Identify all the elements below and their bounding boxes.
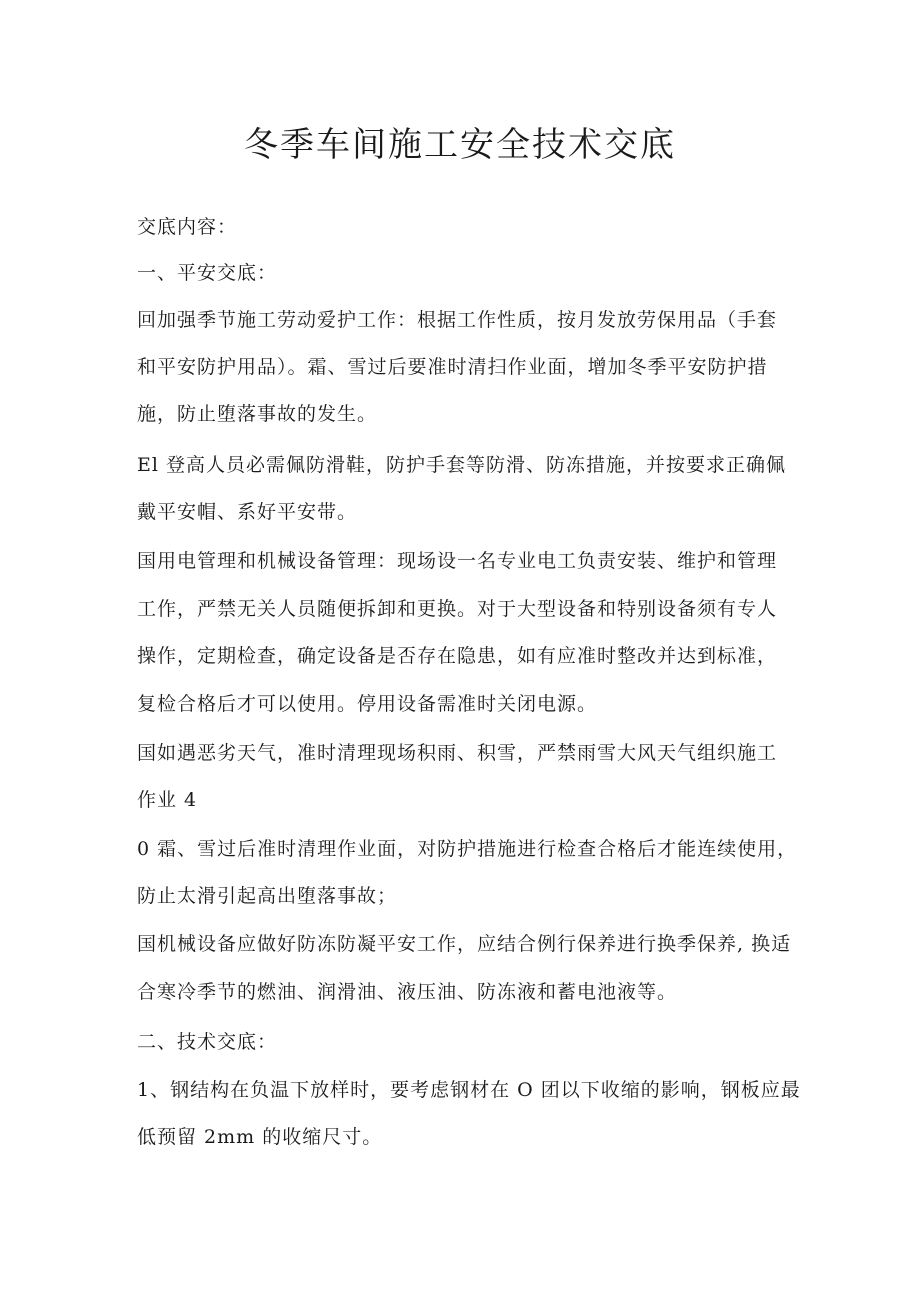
paragraph-line: 操作，定期检查，确定设备是否存在隐患，如有应准时整改并达到标准，: [137, 645, 778, 667]
paragraph-line: El 登高人员必需佩防滑鞋，防护手套等防滑、防冻措施，并按要求正确佩: [137, 454, 786, 476]
document-title: 冬季车间施工安全技术交底: [244, 125, 676, 165]
paragraph-line: 戴平安帽、系好平安带。: [137, 501, 358, 523]
paragraph-line: 施，防止堕落事故的发生。: [137, 403, 378, 425]
section-intro: 交底内容：: [137, 216, 238, 238]
paragraph-line: 工作，严禁无关人员随便拆卸和更换。对于大型设备和特别设备须有专人: [137, 598, 778, 620]
paragraph-line: 0 霜、雪过后准时清理作业面，对防护措施进行检查合格后才能连续使用，: [137, 838, 798, 860]
paragraph-line: 国如遇恶劣天气，准时清理现场积雨、积雪，严禁雨雪大风天气组织施工: [137, 742, 778, 764]
paragraph-line: 复检合格后才可以使用。停用设备需准时关闭电源。: [137, 693, 598, 715]
paragraph-line: 和平安防护用品）。霜、雪过后要准时清扫作业面，增加冬季平安防护措: [137, 356, 768, 378]
paragraph-line: 国机械设备应做好防冻防凝平安工作，应结合例行保养进行换季保养, 换适: [137, 933, 792, 955]
paragraph-line: 作业 4: [137, 789, 198, 811]
paragraph-line: 合寒冷季节的燃油、润滑油、液压油、防冻液和蓄电池液等。: [137, 981, 678, 1003]
paragraph-line: 国用电管理和机械设备管理：现场设一名专业电工负责安装、维护和管理: [137, 550, 778, 572]
paragraph-line: 1、钢结构在负温下放样时，要考虑钢材在 O 团以下收缩的影响，钢板应最: [137, 1079, 801, 1101]
paragraph-line: 低预留 2mm 的收缩尺寸。: [137, 1126, 383, 1148]
section-heading-technical: 二、技术交底：: [137, 1031, 278, 1053]
paragraph-line: 防止太滑引起高出堕落事故；: [137, 885, 398, 907]
section-heading-safety: 一、平安交底：: [137, 262, 278, 284]
paragraph-line: 回加强季节施工劳动爱护工作：根据工作性质，按月发放劳保用品（手套: [137, 309, 778, 331]
